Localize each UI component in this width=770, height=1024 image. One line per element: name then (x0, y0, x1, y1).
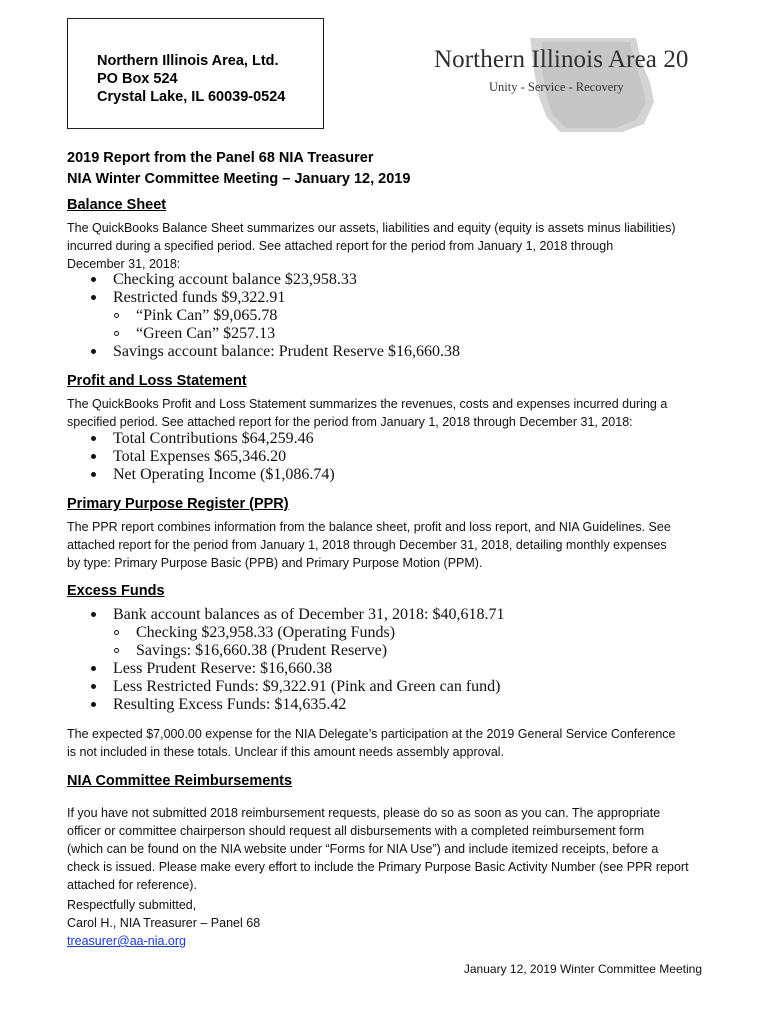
logo-tagline: Unity - Service - Recovery (489, 80, 624, 94)
list-item: “Pink Can” $9,065.78 (136, 307, 278, 324)
balance-sheet-paragraph (67, 219, 692, 273)
list-item: Less Restricted Funds: $9,322.91 (Pink and Green can fund) (113, 678, 501, 695)
list-item: Less Prudent Reserve: $16,660.38 (113, 660, 333, 677)
report-subtitle: NIA Winter Committee Meeting – January 12, 2019 (67, 171, 411, 187)
para-line: December 31, 2018: (67, 257, 181, 271)
ppr-heading: Primary Purpose Register (PPR) (67, 496, 289, 512)
treasurer-email-link[interactable]: treasurer@aa-nia.org (67, 934, 186, 948)
bullet-icon (91, 295, 96, 300)
balance-sheet-heading: Balance Sheet (67, 197, 167, 213)
list-item: Checking account balance $23,958.33 (113, 271, 357, 288)
bullet-icon (91, 472, 96, 477)
para-line: The expected $7,000.00 expense for the NIA Delegate’s participation at the 2019 General Service Conference (67, 727, 676, 741)
report-title: 2019 Report from the Panel 68 NIA Treasurer (67, 150, 374, 166)
ppr-paragraph (67, 518, 692, 572)
profit-loss-heading: Profit and Loss Statement (67, 373, 247, 389)
sub-bullet-icon (114, 331, 119, 336)
bullet-icon (91, 612, 96, 617)
list-item: Savings account balance: Prudent Reserve $16,660.38 (113, 343, 461, 360)
sub-bullet-icon (114, 648, 119, 653)
address-line-1: Northern Illinois Area, Ltd. (97, 53, 279, 69)
list-item: Net Operating Income ($1,086.74) (113, 466, 335, 483)
list-item: Total Expenses $65,346.20 (113, 448, 287, 465)
address-line-3: Crystal Lake, IL 60039-0524 (97, 89, 286, 105)
para-line: check is issued. Please make every effort to include the Primary Purpose Basic Activity Number (see PPR report (67, 860, 689, 874)
list-item: Savings: $16,660.38 (Prudent Reserve) (136, 642, 388, 659)
para-line: specified period. See attached report for the period from January 1, 2018 through December 31, 2018: (67, 415, 633, 429)
bullet-icon (91, 349, 96, 354)
bullet-icon (91, 684, 96, 689)
para-line: (which can be found on the NIA website under “Forms for NIA Use”) and include itemized receipts, before a (67, 842, 659, 856)
para-line: The QuickBooks Profit and Loss Statement summarizes the revenues, costs and expenses incurred during a (67, 397, 668, 411)
area-logo (410, 24, 710, 134)
address-line-2: PO Box 524 (97, 71, 178, 87)
list-item: Restricted funds $9,322.91 (113, 289, 286, 306)
bullet-icon (91, 454, 96, 459)
bullet-icon (91, 277, 96, 282)
bullet-icon (91, 666, 96, 671)
list-item: Total Contributions $64,259.46 (113, 430, 314, 447)
para-line: If you have not submitted 2018 reimbursement requests, please do so as soon as you can. The appropriate (67, 806, 661, 820)
para-line: is not included in these totals. Unclear if this amount needs assembly approval. (67, 745, 505, 759)
sub-bullet-icon (114, 313, 119, 318)
illinois-map-icon (410, 24, 710, 134)
para-line: attached report for the period from January 1, 2018 through December 31, 2018, detailing monthly expenses (67, 538, 667, 552)
reimbursements-paragraph (67, 804, 692, 894)
reimbursements-heading: NIA Committee Reimbursements (67, 773, 293, 789)
para-line: by type: Primary Purpose Basic (PPB) and Primary Purpose Motion (PPM). (67, 556, 483, 570)
list-item: Bank account balances as of December 31, 2018: $40,618.71 (113, 606, 505, 623)
para-line: incurred during a specified period. See attached report for the period from January 1, 2018 through (67, 239, 614, 253)
excess-funds-heading: Excess Funds (67, 583, 165, 599)
list-item: Checking $23,958.33 (Operating Funds) (136, 624, 396, 641)
signoff-email-row (67, 934, 186, 948)
bullet-icon (91, 702, 96, 707)
bullet-icon (91, 436, 96, 441)
para-line: The PPR report combines information from the balance sheet, profit and loss report, and NIA Guidelines. See (67, 520, 671, 534)
profit-loss-paragraph (67, 395, 692, 431)
para-line: attached for reference). (67, 878, 197, 892)
logo-title: Northern Illinois Area 20 (434, 46, 689, 73)
excess-funds-note (67, 725, 692, 761)
signoff-name: Carol H., NIA Treasurer – Panel 68 (67, 916, 261, 930)
sub-bullet-icon (114, 630, 119, 635)
address-box (67, 18, 324, 129)
para-line: The QuickBooks Balance Sheet summarizes our assets, liabilities and equity (equity is assets minus liabilities) (67, 221, 676, 235)
list-item: Resulting Excess Funds: $14,635.42 (113, 696, 347, 713)
page-footer: January 12, 2019 Winter Committee Meeting (463, 962, 702, 976)
signoff-closing: Respectfully submitted, (67, 898, 197, 912)
para-line: officer or committee chairperson should request all disbursements with a completed reimbursement form (67, 824, 645, 838)
list-item: “Green Can” $257.13 (136, 325, 276, 342)
